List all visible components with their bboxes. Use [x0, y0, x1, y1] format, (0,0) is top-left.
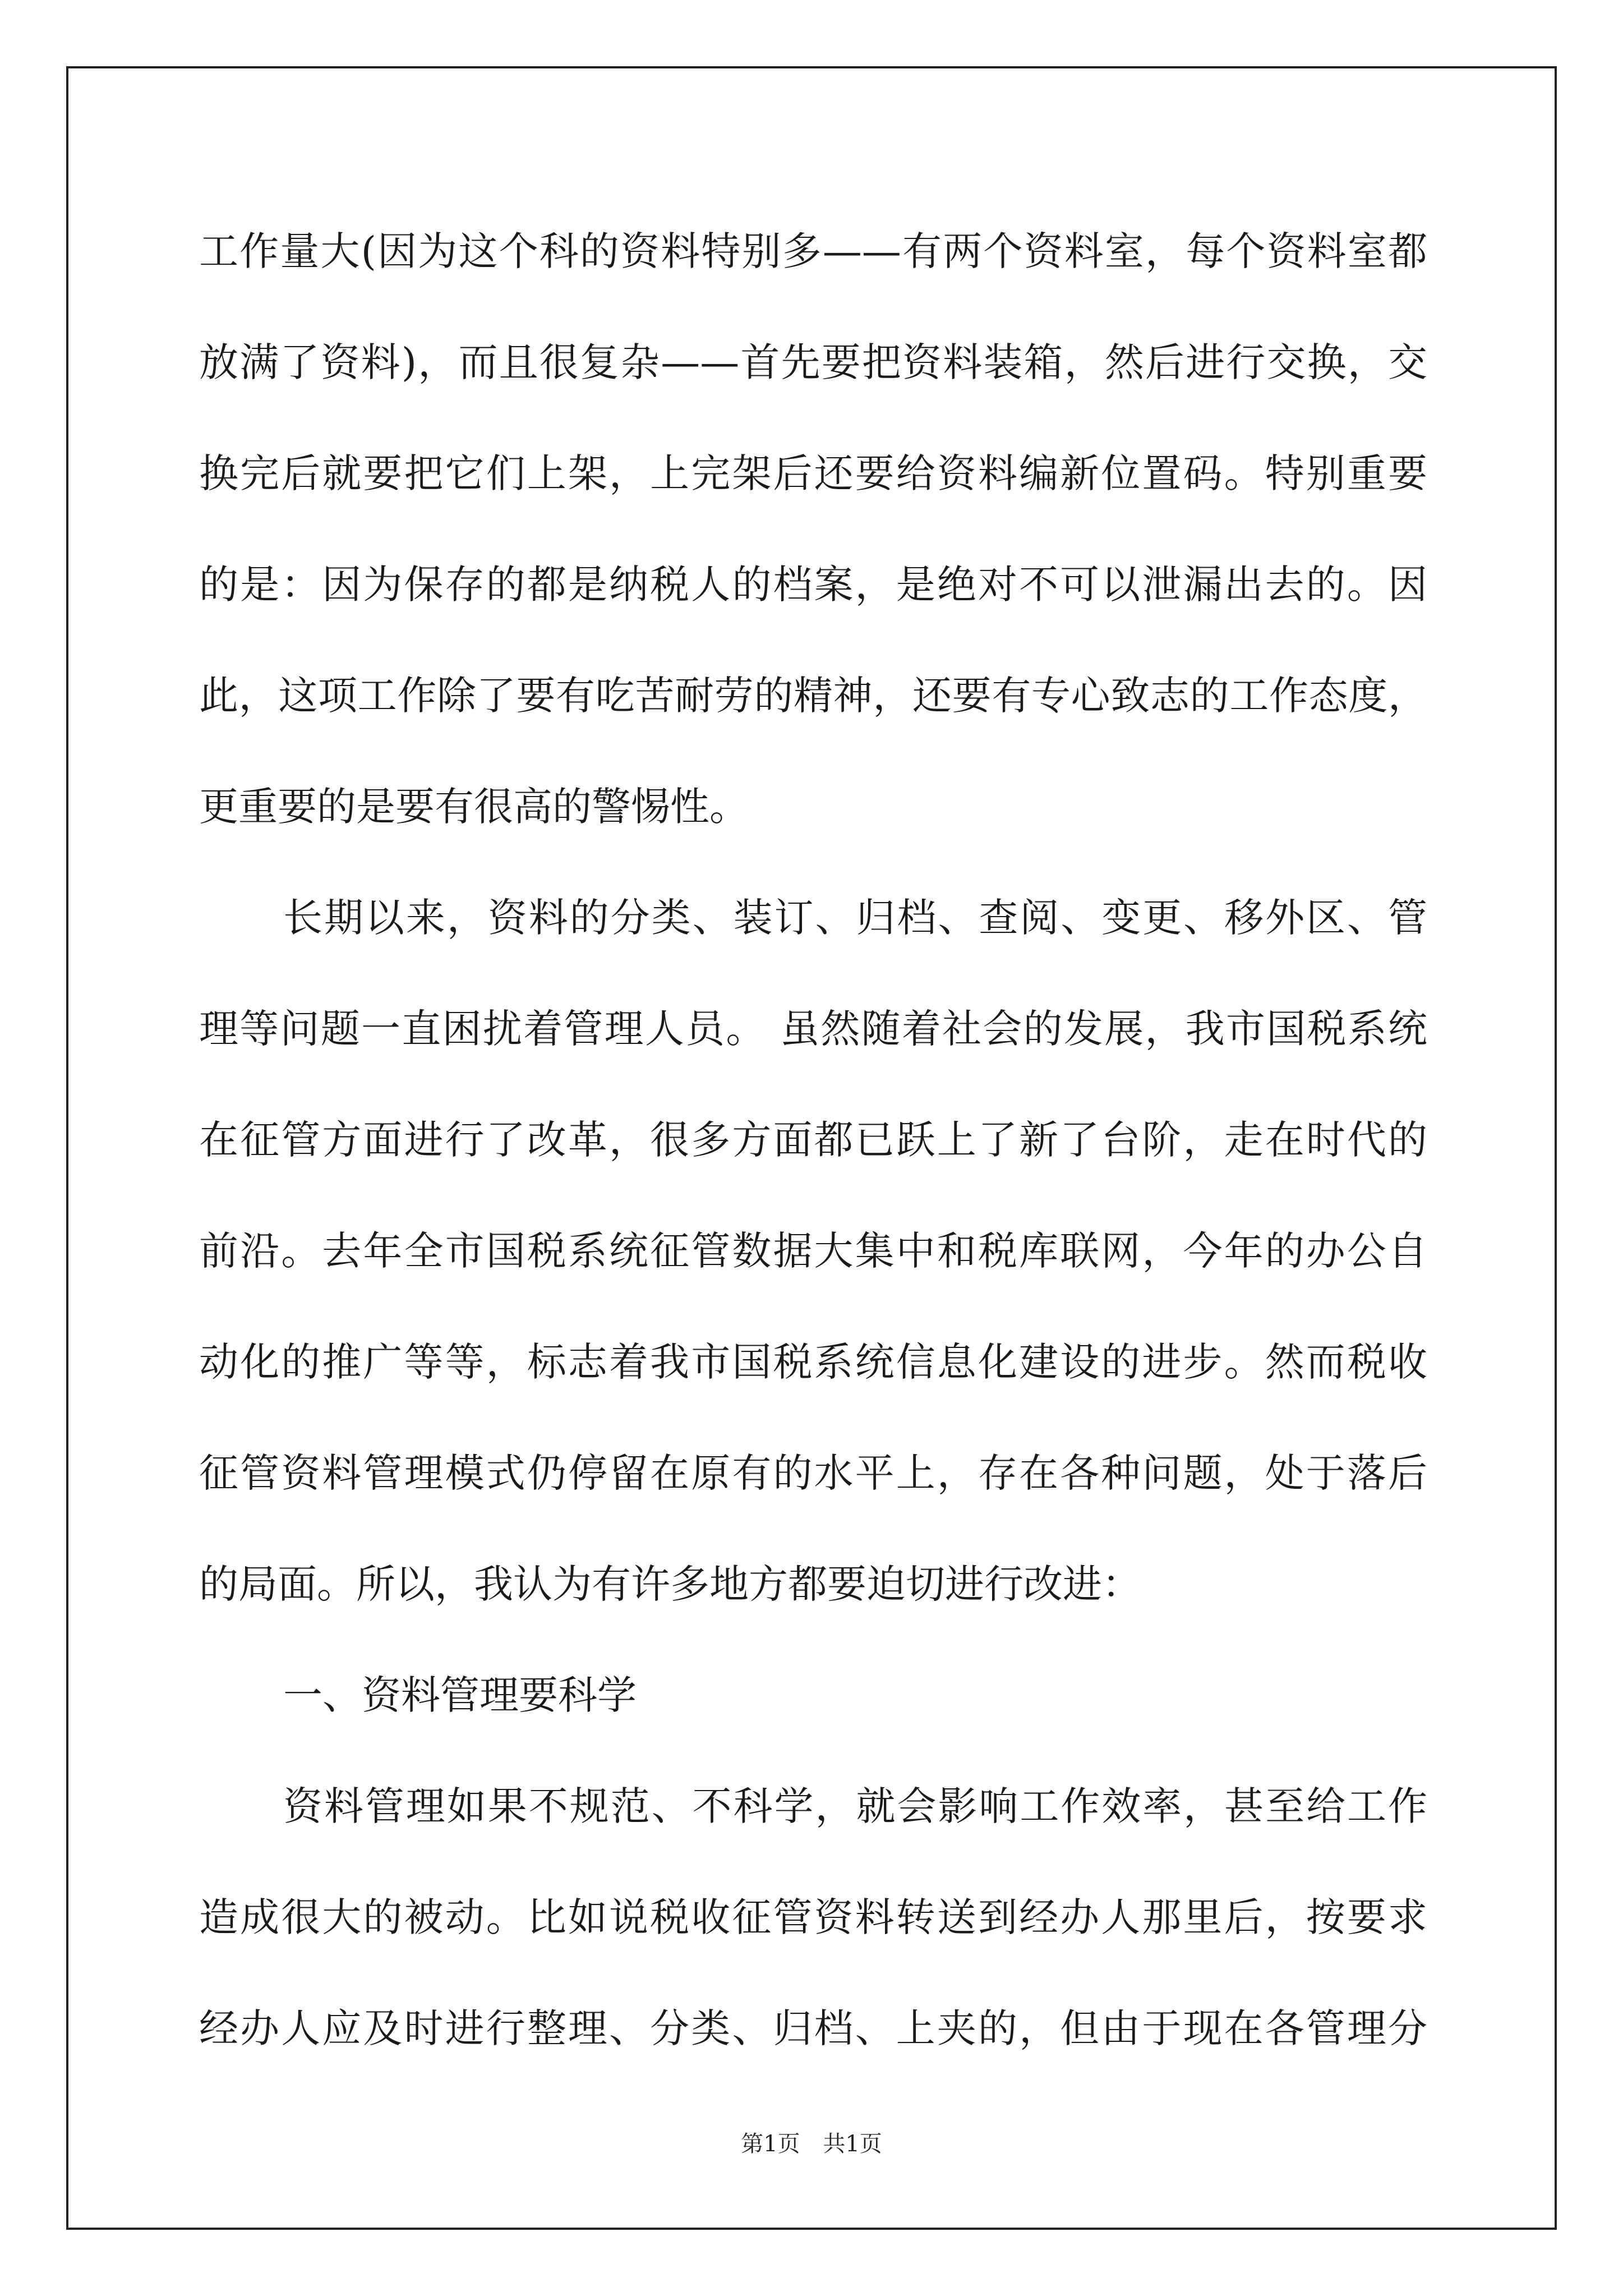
text-line: 此，这项工作除了要有吃苦耐劳的精神，还要有专心致志的工作态度，	[199, 673, 1427, 719]
text-line: 的是：因为保存的都是纳税人的档案，是绝对不可以泄漏出去的。因	[199, 562, 1427, 608]
text-line: 征管资料管理模式仍停留在原有的水平上，存在各种问题，处于落后	[199, 1450, 1427, 1496]
text-line: 换完后就要把它们上架，上完架后还要给资料编新位置码。特别重要	[199, 450, 1427, 496]
text-line: 的局面。所以，我认为有许多地方都要迫切进行改进：	[199, 1561, 1141, 1607]
section-heading: 一、资料管理要科学	[283, 1672, 637, 1718]
page-total: 共1页	[823, 2131, 882, 2157]
text-line: 造成很大的被动。比如说税收征管资料转送到经办人那里后，按要求	[199, 1894, 1427, 1940]
page-number: 第1页	[741, 2131, 800, 2157]
page-footer	[0, 2126, 1623, 2158]
text-line: 动化的推广等等，标志着我市国税系统信息化建设的进步。然而税收	[199, 1339, 1427, 1385]
text-line: 经办人应及时进行整理、分类、归档、上夹的，但由于现在各管理分	[199, 2005, 1427, 2051]
text-line: 放满了资料)，而且很复杂——首先要把资料装箱，然后进行交换，交	[199, 339, 1427, 385]
text-line: 工作量大(因为这个科的资料特别多——有两个资料室，每个资料室都	[199, 228, 1427, 274]
text-line: 在征管方面进行了改革，很多方面都已跃上了新了台阶，走在时代的	[199, 1117, 1427, 1163]
paragraph-first-line: 资料管理如果不规范、不科学，就会影响工作效率，甚至给工作	[283, 1783, 1427, 1829]
text-line: 更重要的是要有很高的警惕性。	[199, 784, 749, 830]
text-line: 理等问题一直困扰着管理人员。 虽然随着社会的发展，我市国税系统	[199, 1006, 1427, 1052]
text-line: 前沿。去年全市国税系统征管数据大集中和税库联网，今年的办公自	[199, 1228, 1427, 1274]
paragraph-first-line: 长期以来，资料的分类、装订、归档、查阅、变更、移外区、管	[283, 895, 1427, 941]
